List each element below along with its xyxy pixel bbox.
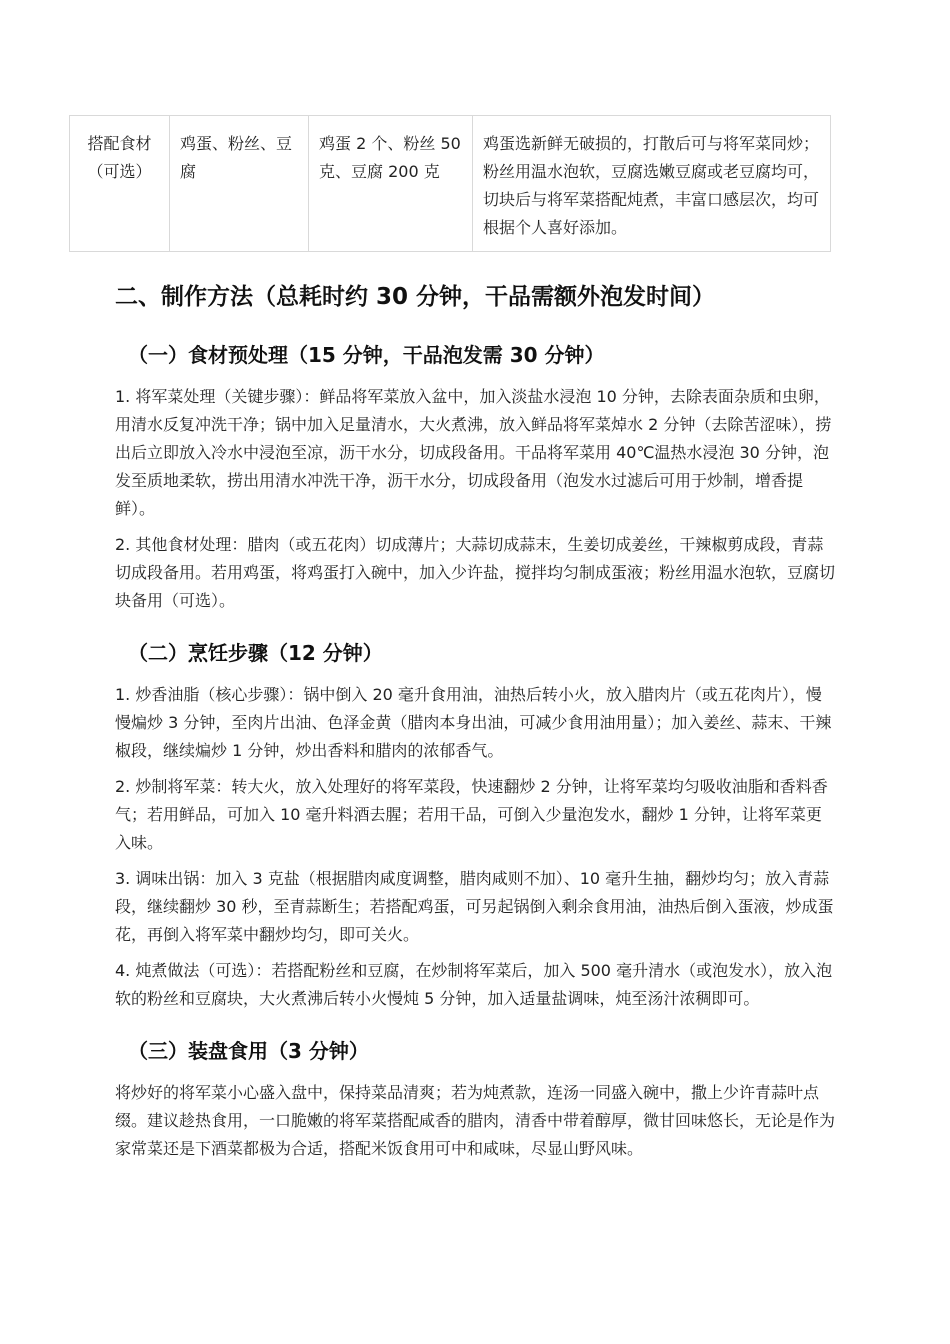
ingredients-table-fragment [69, 115, 830, 252]
table-row [70, 116, 831, 252]
document-body [115, 275, 837, 1171]
ingredients-table [69, 115, 831, 252]
paragraph: 2. 其他食材处理：腊肉（或五花肉）切成薄片；大蒜切成蒜末，生姜切成姜丝，干辣椒剪成段，青蒜切成段备用。若用鸡蛋，将鸡蛋打入碗中，加入少许盐，搅拌均匀制成蛋液；粉丝用温水泡软，豆腐切块备用（可选）。 [115, 535, 836, 610]
cell-notes: 鸡蛋选新鲜无破损的，打散后可与将军菜同炒；粉丝用温水泡软，豆腐选嫩豆腐或老豆腐均可，切块后与将军菜搭配炖煮，丰富口感层次，均可根据个人喜好添加。 [473, 116, 831, 252]
cell-amount: 鸡蛋 2 个、粉丝 50 克、豆腐 200 克 [309, 116, 473, 252]
subsection-heading-serving: （三）装盘食用（3 分钟） [128, 1039, 369, 1063]
cell-items: 鸡蛋、粉丝、豆腐 [170, 116, 309, 252]
cell-category: 搭配食材（可选） [70, 116, 170, 252]
paragraph: 3. 调味出锅：加入 3 克盐（根据腊肉咸度调整，腊肉咸则不加）、10 毫升生抽，翻炒均匀；放入青蒜段，继续翻炒 30 秒，至青蒜断生；若搭配鸡蛋，可另起锅倒入剩余食用油，油热后倒入蛋液，炒成蛋花，再倒入将军菜中翻炒均匀，即可关火。 [115, 869, 834, 944]
section-heading: 二、制作方法（总耗时约 30 分钟，干品需额外泡发时间） [115, 284, 716, 310]
paragraph: 1. 将军菜处理（关键步骤）：鲜品将军菜放入盆中，加入淡盐水浸泡 10 分钟，去除表面杂质和虫卵，用清水反复冲洗干净；锅中加入足量清水，大火煮沸，放入鲜品将军菜焯水 2 分钟（去除苦涩味），捞出后立即放入冷水中浸泡至凉，沥干水分，切成段备用。干品将军菜用 40℃温热水浸泡 30 分钟，泡发至质地柔软，捞出用清水冲洗干净，沥干水分，切成段备用（泡发水过滤后可用于炒制，增香提鲜）。 [115, 387, 832, 518]
paragraph: 2. 炒制将军菜：转大火，放入处理好的将军菜段，快速翻炒 2 分钟，让将军菜均匀吸收油脂和香料香气；若用鲜品，可加入 10 毫升料酒去腥；若用干品，可倒入少量泡发水，翻炒 1 分钟，让将军菜更入味。 [115, 777, 828, 852]
paragraph: 4. 炖煮做法（可选）：若搭配粉丝和豆腐，在炒制将军菜后，加入 500 毫升清水（或泡发水），放入泡软的粉丝和豆腐块，大火煮沸后转小火慢炖 5 分钟，加入适量盐调味，炖至汤汁浓稠即可。 [115, 961, 833, 1008]
paragraph: 1. 炒香油脂（核心步骤）：锅中倒入 20 毫升食用油，油热后转小火，放入腊肉片（或五花肉片），慢慢煸炒 3 分钟，至肉片出油、色泽金黄（腊肉本身出油，可减少食用油用量）；加入姜丝、蒜末、干辣椒段，继续煸炒 1 分钟，炒出香料和腊肉的浓郁香气。 [115, 685, 832, 760]
subsection-heading-cooking: （二）烹饪步骤（12 分钟） [128, 641, 383, 665]
paragraph: 将炒好的将军菜小心盛入盘中，保持菜品清爽；若为炖煮款，连汤一同盛入碗中，撒上少许青蒜叶点缀。建议趁热食用，一口脆嫩的将军菜搭配咸香的腊肉，清香中带着醇厚，微甘回味悠长，无论是作为家常菜还是下酒菜都极为合适，搭配米饭食用可中和咸味，尽显山野风味。 [115, 1083, 836, 1158]
subsection-heading-prep: （一）食材预处理（15 分钟，干品泡发需 30 分钟） [128, 343, 605, 367]
